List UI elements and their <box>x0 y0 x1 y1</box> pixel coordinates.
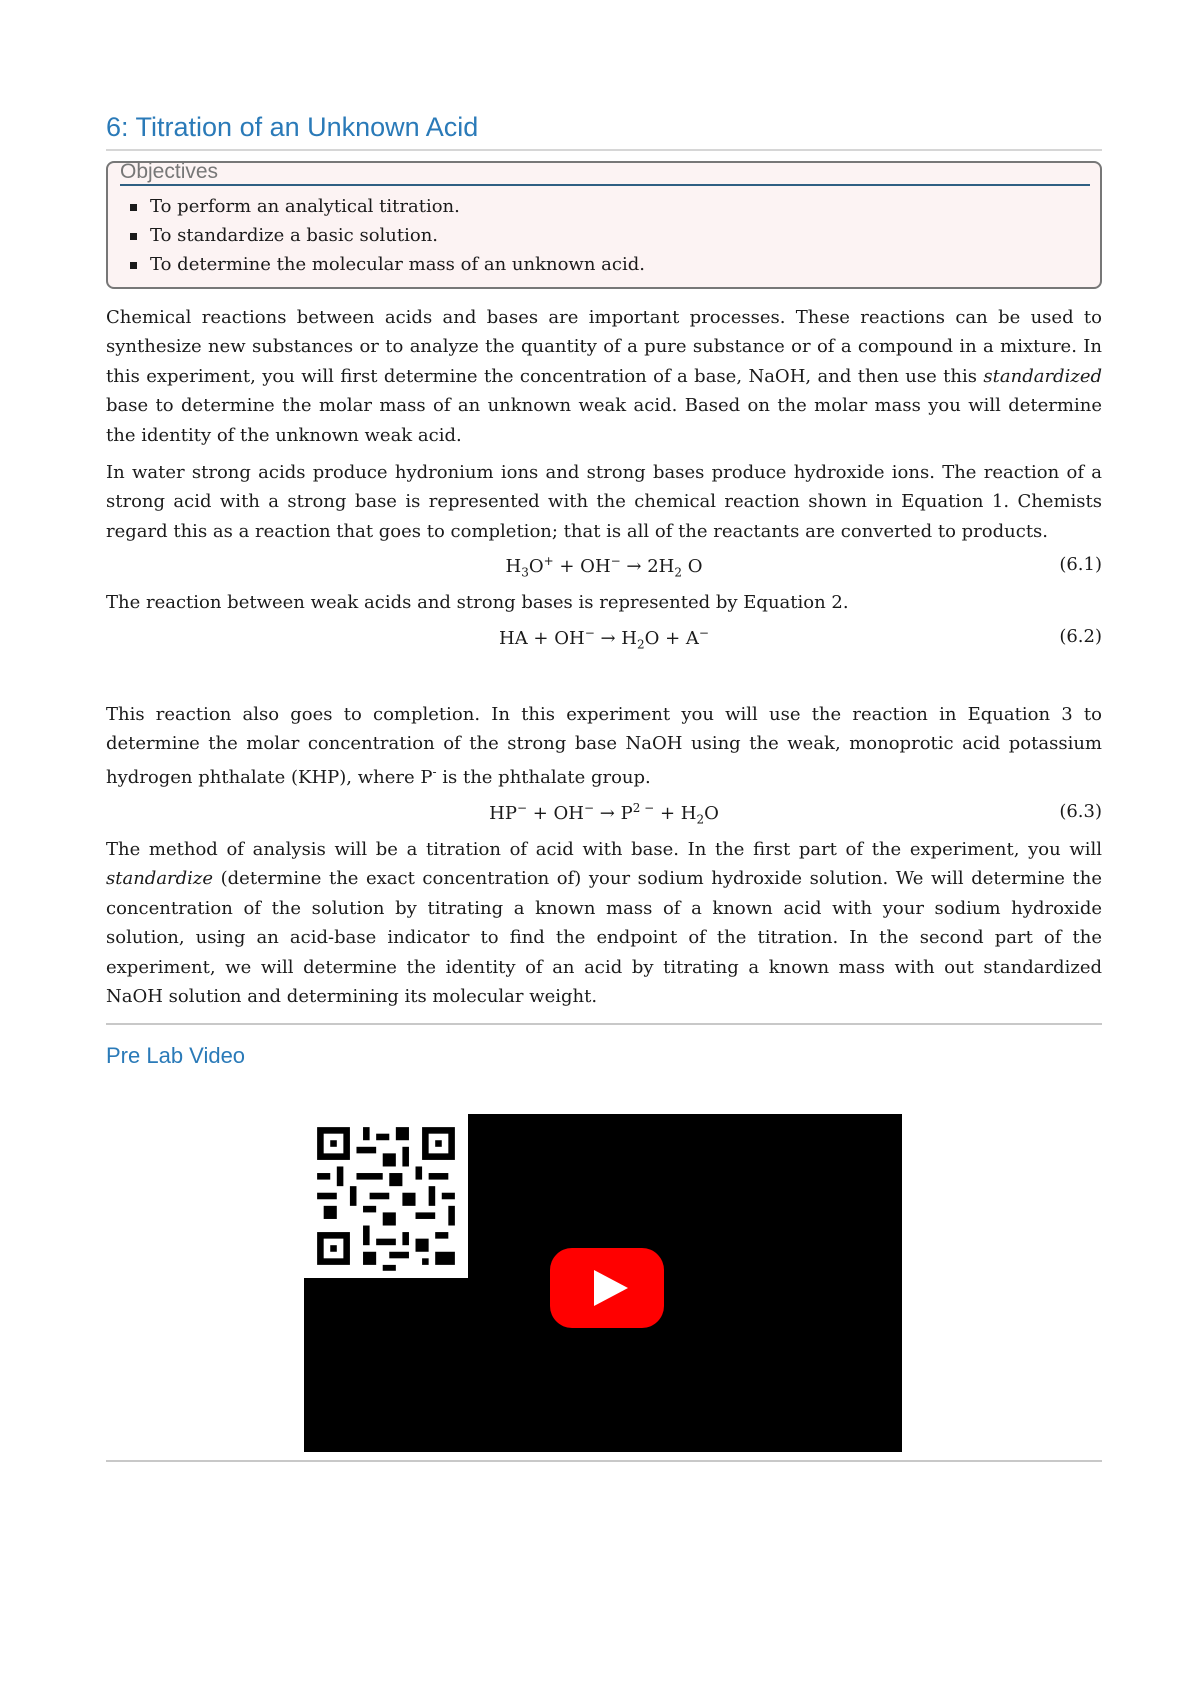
khp-paragraph: This reaction also goes to completion. In this experiment you will use the reaction in Equation 3 to determine the molar concentration of the strong base NaOH using the weak, monoprotic acid potassium hydrogen phthalate (KHP), where P- is the phthalate group. <box>106 703 1102 789</box>
page-title: 6: Titration of an Unknown Acid <box>106 112 1102 151</box>
equation-6-3-math: $HP^- + OH^- \to P^{2 -} + H_2O$ <box>489 800 719 827</box>
objectives-box <box>106 161 1102 289</box>
strong-acid-paragraph: In water strong acids produce hydronium ions and strong bases produce hydroxide ions. The reaction of a strong acid with a strong base is represented with the chemical reaction shown in Equation 1. Chemists regard this as a reaction that goes to completion; that is all of the reactants are converted to products. <box>106 462 1102 542</box>
equation-6-3 <box>106 793 1102 835</box>
equation-number: (6.2) <box>1059 625 1102 647</box>
equation-6-2-math: HA + $OH^- \to H_2O + A^-$ <box>499 625 709 652</box>
objectives-list <box>120 192 1090 279</box>
objective-item: To determine the molecular mass of an unknown acid. <box>150 250 1090 279</box>
objective-item: To perform an analytical titration. <box>150 192 1090 221</box>
weak-acid-paragraph: The reaction between weak acids and strong bases is represented by Equation 2. <box>106 592 849 614</box>
bottom-divider <box>106 1460 1102 1462</box>
equation-6-2 <box>106 618 1102 660</box>
prelab-video-player[interactable] <box>304 1114 902 1452</box>
intro-paragraph: Chemical reactions between acids and bases are important processes. These reactions can be used to synthesize new substances or to analyze the quantity of a pure substance or of a compound in a mixture. In this experiment, you will first determine the concentration of a base, NaOH, and then use this standardized base to determine the molar mass of an unknown weak acid. Based on the molar mass you will determine the identity of the unknown weak acid. <box>106 307 1102 446</box>
video-section-heading: Pre Lab Video <box>106 1043 246 1069</box>
equation-6-1-math: $H_3O^+ + OH^- \to 2H_2$ O <box>505 554 703 580</box>
objectives-heading: Objectives <box>120 160 1090 186</box>
equation-number: (6.3) <box>1059 800 1102 822</box>
equation-6-1 <box>106 546 1102 588</box>
equation-number: (6.1) <box>1059 554 1102 576</box>
youtube-play-icon[interactable] <box>550 1248 664 1328</box>
document-page <box>106 112 1102 1069</box>
method-paragraph: The method of analysis will be a titration of acid with base. In the first part of the experiment, you will standardize (determine the exact concentration of) your sodium hydroxide solution. We will determine the concentration of the solution by titrating a known mass of a known acid with your sodium hydroxide solution, using an acid-base indicator to find the endpoint of the titration. In the second part of the experiment, we will determine the identity of an acid by titrating a known mass with out standardized NaOH solution and determining its molecular weight. <box>106 838 1102 1007</box>
qr-code-icon <box>304 1114 468 1278</box>
objective-item: To standardize a basic solution. <box>150 221 1090 250</box>
section-divider <box>106 1023 1102 1025</box>
